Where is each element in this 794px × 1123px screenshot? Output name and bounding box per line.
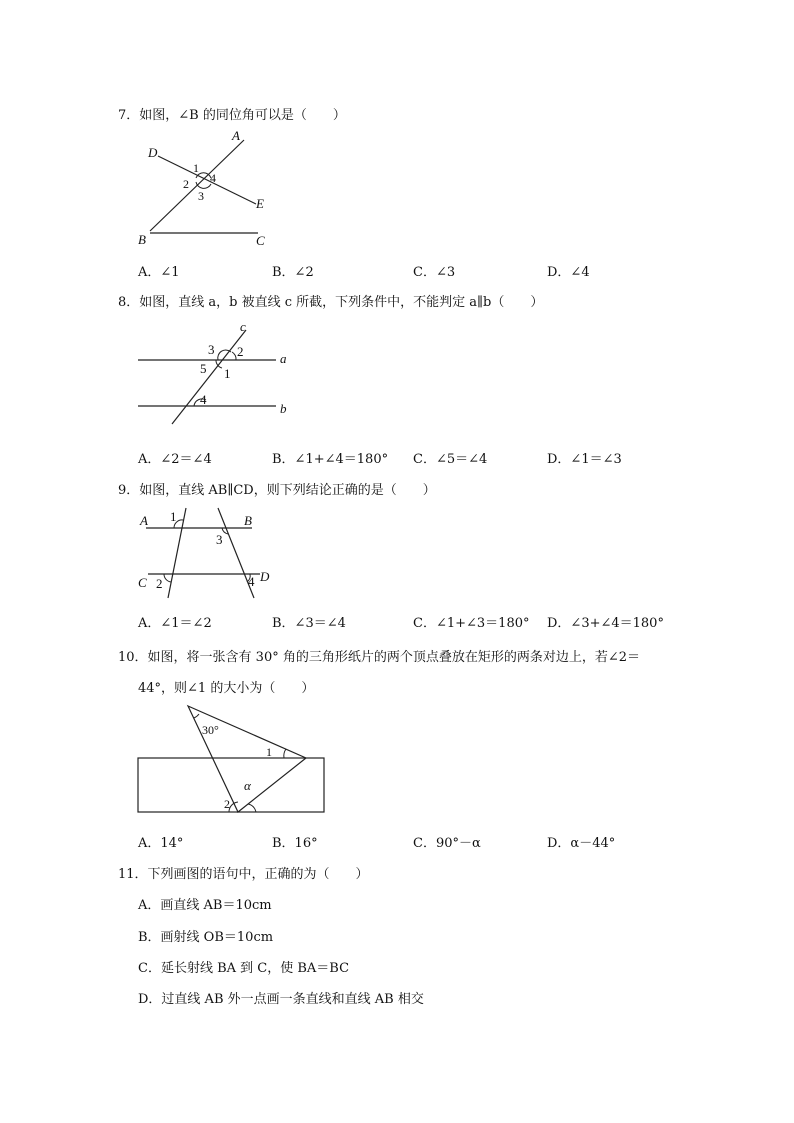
q11-option-d: D．过直线 AB 外一点画一条直线和直线 AB 相交 [138,992,424,1007]
q7-option-c: C．∠3 [413,265,456,280]
q10-option-a: A．14° [138,836,184,851]
q10-stem-line1: 10．如图，将一张含有 30° 角的三角形纸片的两个顶点叠放在矩形的两条对边上，若∠2＝ [118,650,641,665]
q10-option-d: D．α－44° [547,836,616,851]
q7-angle-4: 4 [210,171,216,185]
q8-angle-5: 5 [200,361,207,376]
q9-label-C: C [138,575,147,590]
q7-figure [136,126,286,250]
q7-angle-1: 1 [193,161,199,175]
q8-option-c: C．∠5＝∠4 [413,452,488,467]
q8-stem: 8．如图，直线 a，b 被直线 c 所截，下列条件中，不能判定 a∥b（ ） [118,295,544,310]
q9-option-b: B．∠3＝∠4 [272,616,346,631]
q8-angle-3: 3 [208,342,215,357]
q9-label-A: A [140,513,148,528]
q9-option-d: D．∠3+∠4＝180° [547,616,664,631]
q8-angle-2: 2 [237,344,244,359]
q10-angle-2: 2 [224,797,230,811]
q7-label-B: B [138,232,146,247]
q8-figure [136,318,306,428]
q7-option-a: A．∠1 [138,265,180,280]
q9-option-a: A．∠1＝∠2 [138,616,212,631]
q11-option-a: A．画直线 AB＝10cm [138,898,272,913]
q7-option-b: B．∠2 [272,265,314,280]
q11-option-b: B．画射线 OB＝10cm [138,930,274,945]
q10-stem-line2: 44°，则∠1 的大小为（ ） [138,681,315,696]
q9-angle-4: 4 [248,574,255,589]
q8-angle-4: 4 [200,392,207,407]
q8-label-c: c [240,319,246,334]
q7-label-A: A [232,128,240,143]
q8-option-b: B．∠1+∠4＝180° [272,452,389,467]
q9-option-c: C．∠1+∠3＝180° [413,616,530,631]
q9-angle-1: 1 [170,509,177,524]
q11-stem: 11．下列画图的语句中，正确的为（ ） [118,867,369,882]
q8-label-b: b [280,401,287,416]
q7-label-D: D [148,145,158,160]
q7-angle-2: 2 [183,177,189,191]
q11-option-c: C．延长射线 BA 到 C，使 BA＝BC [138,961,350,976]
q7-angle-3: 3 [198,189,204,203]
q10-angle-30: 30° [202,723,219,737]
q10-angle-1: 1 [266,745,272,759]
q8-option-d: D．∠1＝∠3 [547,452,622,467]
q8-option-a: A．∠2＝∠4 [138,452,212,467]
q8-angle-1: 1 [224,366,231,381]
q9-label-D: D [260,569,270,584]
q10-option-c: C．90°－α [413,836,481,851]
q10-angle-alpha: α [244,778,251,793]
q9-label-B: B [244,513,252,528]
q10-option-b: B．16° [272,836,318,851]
q10-figure [136,702,326,814]
q9-figure [136,504,286,600]
q9-stem: 9．如图，直线 AB∥CD，则下列结论正确的是（ ） [118,483,436,498]
q7-option-d: D．∠4 [547,265,590,280]
q8-label-a: a [280,351,287,366]
q7-label-E: E [256,196,264,211]
q9-angle-2: 2 [156,576,163,591]
q7-stem: 7．如图，∠B 的同位角可以是（ ） [118,108,346,123]
q9-angle-3: 3 [216,532,223,547]
q7-label-C: C [256,233,265,248]
